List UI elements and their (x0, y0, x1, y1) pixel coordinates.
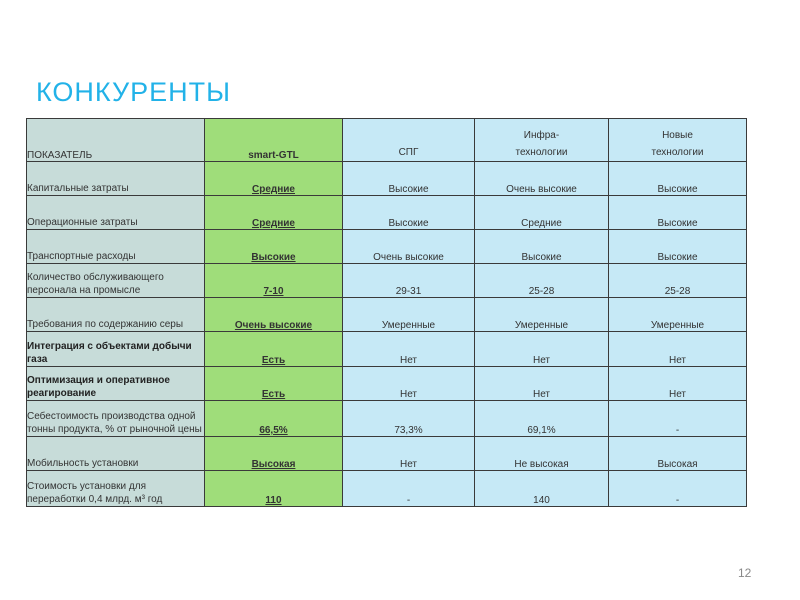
row-label: Капитальные затраты (27, 162, 205, 196)
cell-smart-gtl: 110 (205, 471, 343, 507)
table-cell: Не высокая (475, 437, 609, 471)
row-label: Интеграция с объектами добычи газа (27, 332, 205, 367)
table-row (27, 298, 747, 332)
table-row (27, 471, 747, 507)
table-row (27, 264, 747, 298)
table-cell: Очень высокие (475, 162, 609, 196)
header-lng: СПГ (343, 119, 475, 162)
table-cell: Умеренные (609, 298, 747, 332)
table-cell: Высокие (343, 196, 475, 230)
table-cell: 25-28 (609, 264, 747, 298)
table-cell: - (609, 401, 747, 437)
table-cell: Нет (475, 332, 609, 367)
row-label: Требования по содержанию серы (27, 298, 205, 332)
table-cell: Высокие (475, 230, 609, 264)
row-label: Операционные затраты (27, 196, 205, 230)
row-label: Себестоимость производства одной тонны продукта, % от рыночной цены (27, 401, 205, 437)
header-infra-technologies (475, 119, 609, 162)
row-label: Оптимизация и оперативное реагирование (27, 367, 205, 401)
cell-smart-gtl: Высокая (205, 437, 343, 471)
table-cell: Очень высокие (343, 230, 475, 264)
cell-smart-gtl: Есть (205, 367, 343, 401)
header-row (27, 119, 747, 162)
row-label: Количество обслуживающего персонала на промысле (27, 264, 205, 298)
row-label: Транспортные расходы (27, 230, 205, 264)
comparison-table (26, 118, 747, 507)
table-cell: Нет (609, 332, 747, 367)
table-cell: 140 (475, 471, 609, 507)
header-new-technologies-text: Новые технологии (651, 130, 704, 158)
cell-smart-gtl: 66,5% (205, 401, 343, 437)
table-row (27, 367, 747, 401)
table-cell: Высокие (343, 162, 475, 196)
table-cell: - (343, 471, 475, 507)
row-label: Мобильность установки (27, 437, 205, 471)
table-body (27, 119, 747, 507)
table-row (27, 437, 747, 471)
table-cell: Высокие (609, 162, 747, 196)
table-cell: 73,3% (343, 401, 475, 437)
table-cell: Нет (609, 367, 747, 401)
table-cell: Умеренные (475, 298, 609, 332)
header-infra-technologies-text: Инфра-технологии (515, 130, 568, 158)
table-cell: Нет (343, 332, 475, 367)
row-label: Стоимость установки для переработки 0,4 млрд. м³ год (27, 471, 205, 507)
cell-smart-gtl: 7-10 (205, 264, 343, 298)
table-cell: 29-31 (343, 264, 475, 298)
cell-smart-gtl: Средние (205, 196, 343, 230)
table-cell: Высокая (609, 437, 747, 471)
table-cell: Высокие (609, 230, 747, 264)
table-row (27, 332, 747, 367)
table-row (27, 230, 747, 264)
table-row (27, 196, 747, 230)
table-cell: Умеренные (343, 298, 475, 332)
header-smart-gtl: smart-GTL (205, 119, 343, 162)
table-cell: 25-28 (475, 264, 609, 298)
table-row (27, 401, 747, 437)
table-cell: 69,1% (475, 401, 609, 437)
cell-smart-gtl: Средние (205, 162, 343, 196)
cell-smart-gtl: Очень высокие (205, 298, 343, 332)
table-cell: Средние (475, 196, 609, 230)
table-cell: Высокие (609, 196, 747, 230)
table-cell: Нет (343, 367, 475, 401)
table-cell: Нет (343, 437, 475, 471)
header-indicator: ПОКАЗАТЕЛЬ (27, 119, 205, 162)
table-cell: - (609, 471, 747, 507)
header-new-technologies (609, 119, 747, 162)
page-number: 12 (738, 566, 752, 580)
cell-smart-gtl: Высокие (205, 230, 343, 264)
slide-title: КОНКУРЕНТЫ (36, 77, 232, 107)
cell-smart-gtl: Есть (205, 332, 343, 367)
table-cell: Нет (475, 367, 609, 401)
table-row (27, 162, 747, 196)
